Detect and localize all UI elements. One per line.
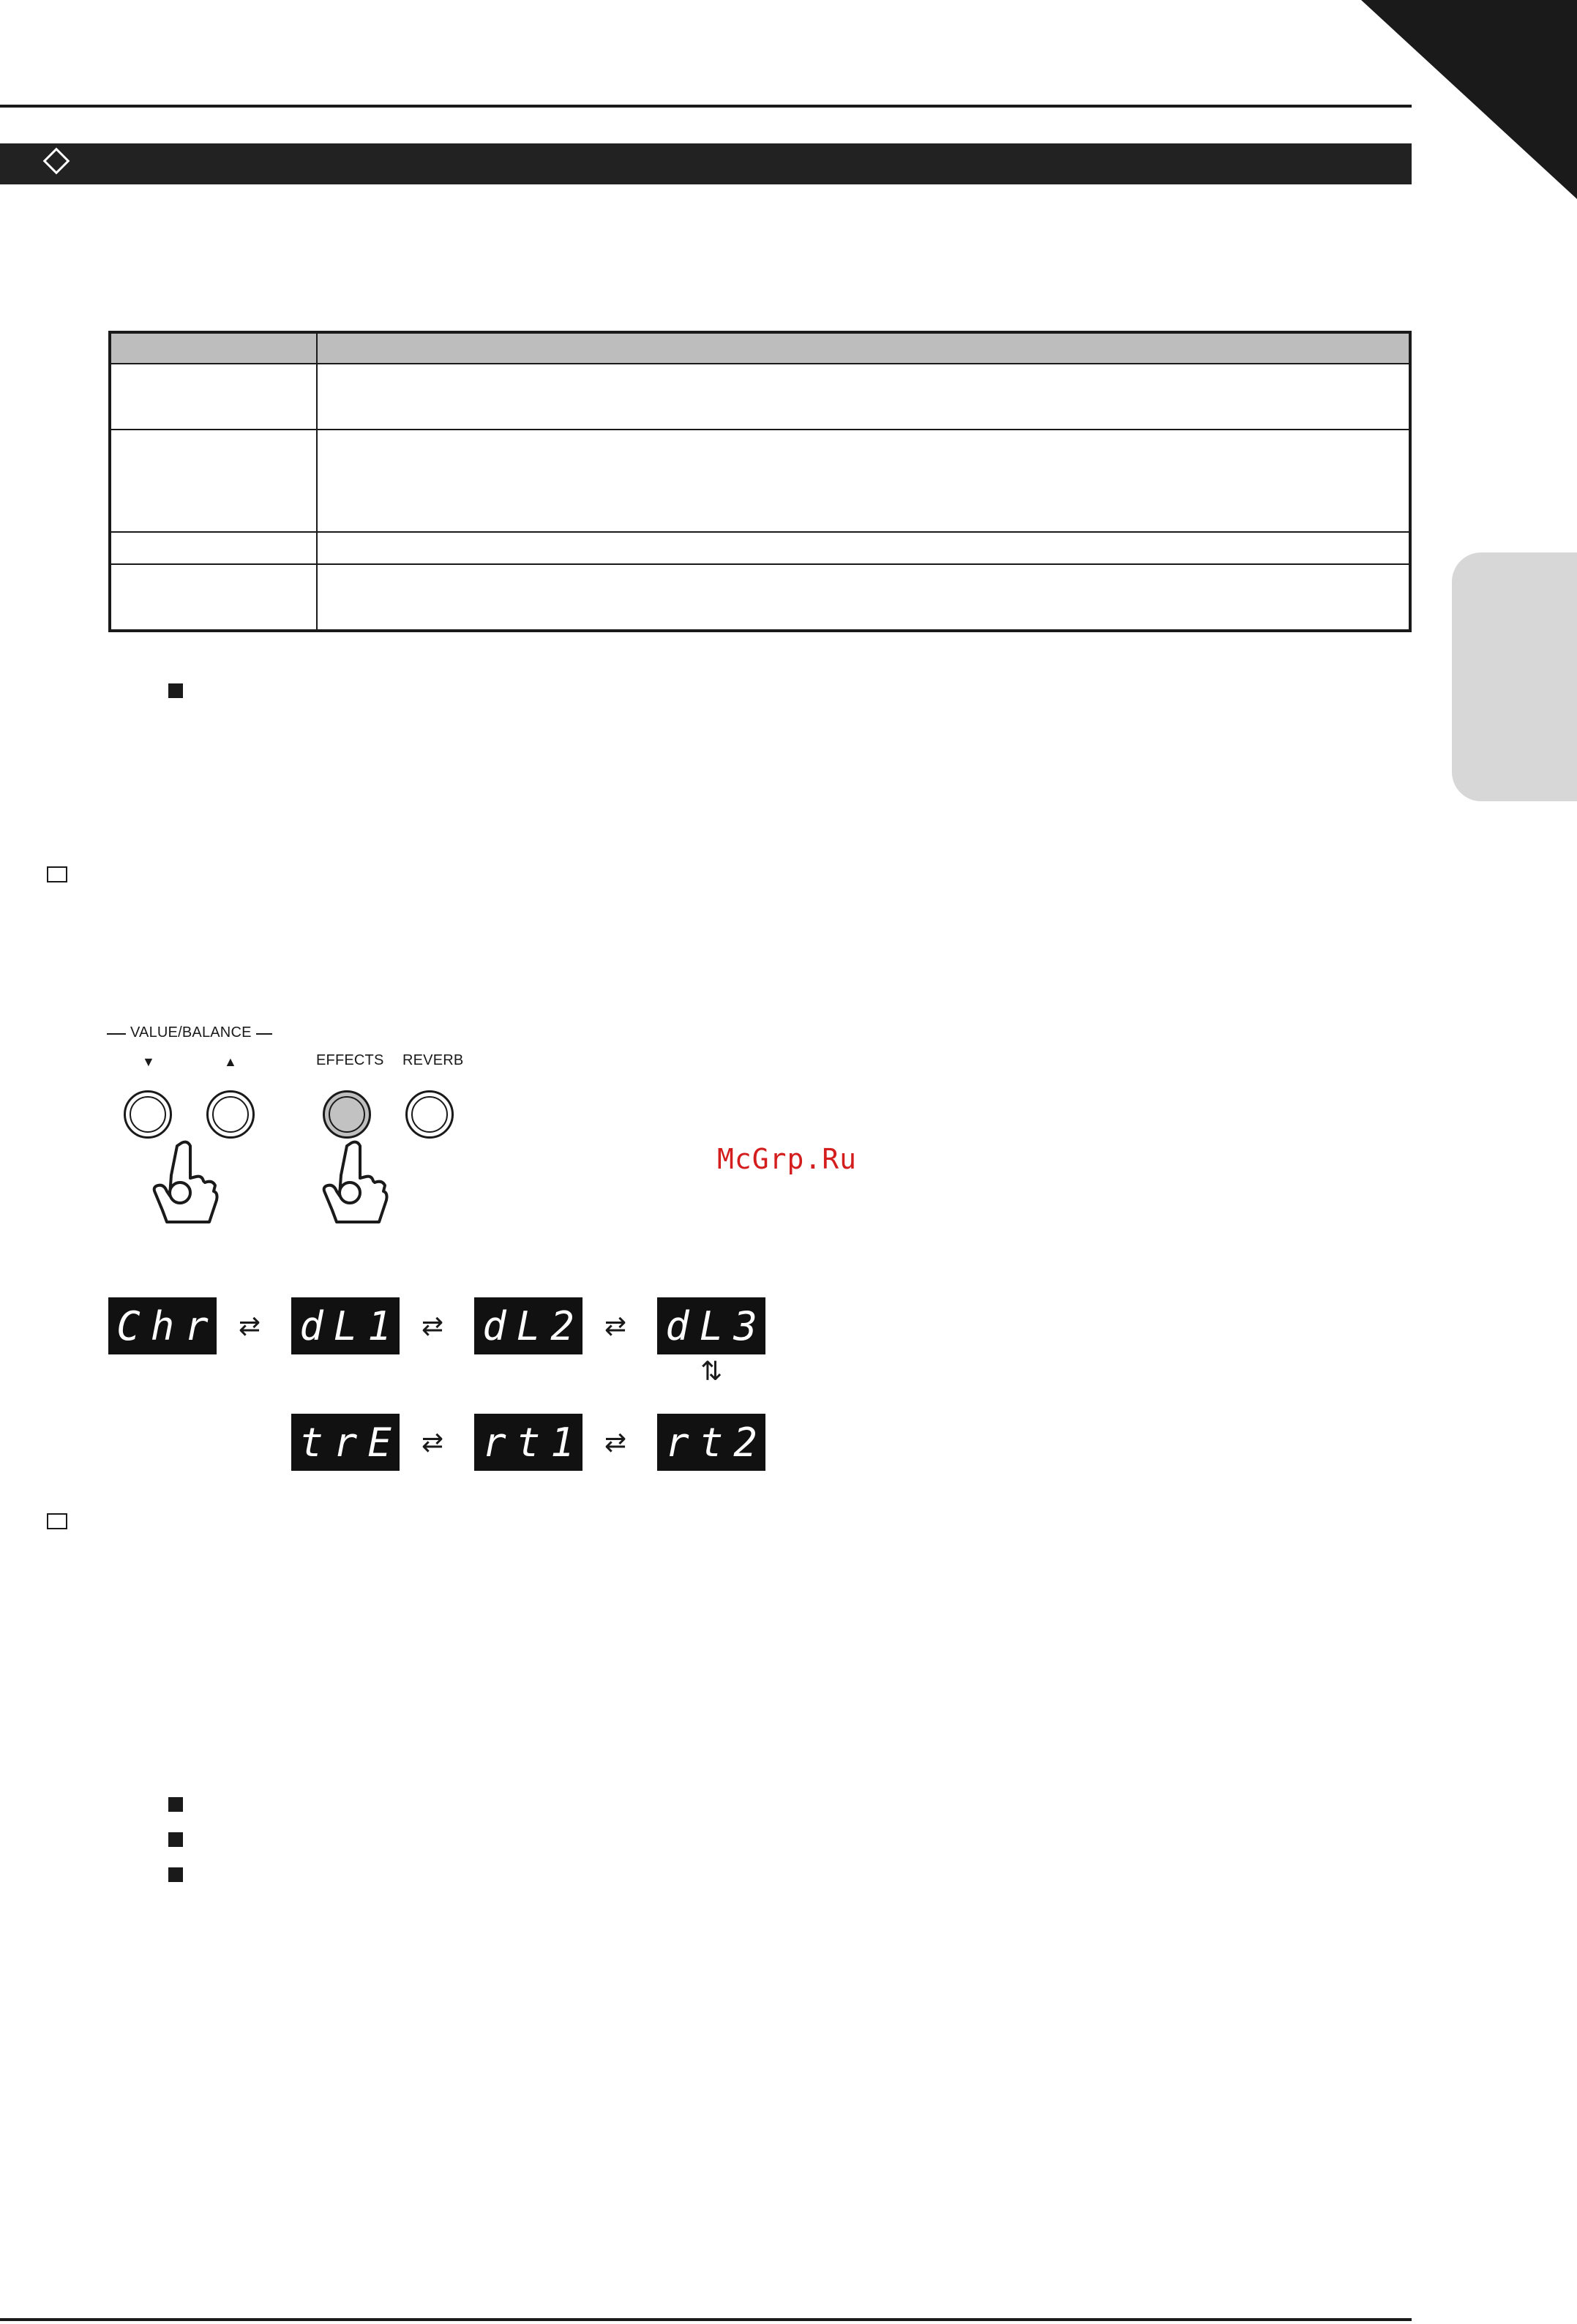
footer-rule	[0, 2318, 1412, 2321]
table-column-divider	[316, 334, 318, 629]
bidirectional-arrow-icon: ⇄	[604, 1427, 627, 1457]
table-row	[111, 363, 1409, 364]
value-balance-label: VALUE/BALANCE	[126, 1024, 256, 1041]
reverb-button[interactable]	[405, 1090, 454, 1139]
square-bullet-icon	[168, 1832, 183, 1847]
lcd-display: dL3	[657, 1297, 765, 1354]
up-arrow-icon: ▲	[224, 1054, 237, 1069]
table-row	[111, 563, 1409, 565]
section-title-bar	[0, 143, 1412, 184]
table-row	[111, 531, 1409, 533]
value-up-button[interactable]	[206, 1090, 255, 1139]
bidirectional-arrow-icon: ⇄	[422, 1427, 444, 1457]
chapter-side-tab	[1452, 552, 1577, 801]
square-bullet-icon	[168, 1797, 183, 1812]
down-arrow-icon: ▼	[142, 1054, 155, 1069]
table-header-row	[111, 334, 1409, 363]
effects-table	[108, 331, 1412, 632]
value-down-button[interactable]	[124, 1090, 172, 1139]
watermark-text: McGrp.Ru	[717, 1143, 858, 1175]
bidirectional-arrow-icon: ⇄	[422, 1311, 444, 1341]
effects-button[interactable]	[323, 1090, 371, 1139]
table-row	[111, 429, 1409, 430]
lcd-display: trE	[291, 1414, 400, 1471]
hand-pointer-icon	[321, 1140, 391, 1225]
note-box-icon	[47, 866, 67, 882]
bidirectional-arrow-icon: ⇄	[239, 1311, 261, 1341]
square-bullet-icon	[168, 1867, 183, 1882]
square-bullet-icon	[168, 683, 183, 698]
bidirectional-arrow-icon: ⇄	[604, 1311, 627, 1341]
effects-label: EFFECTS	[316, 1052, 384, 1068]
lcd-display: rt2	[657, 1414, 765, 1471]
lcd-display: dL2	[474, 1297, 583, 1354]
header-rule	[0, 105, 1412, 108]
lcd-display: rt1	[474, 1414, 583, 1471]
hand-pointer-icon	[151, 1140, 221, 1225]
reverb-label: REVERB	[402, 1052, 464, 1068]
vertical-bidirectional-arrow-icon: ⇅	[700, 1356, 723, 1386]
lcd-display: Chr	[108, 1297, 217, 1354]
lcd-display: dL1	[291, 1297, 400, 1354]
note-box-icon	[47, 1513, 67, 1529]
